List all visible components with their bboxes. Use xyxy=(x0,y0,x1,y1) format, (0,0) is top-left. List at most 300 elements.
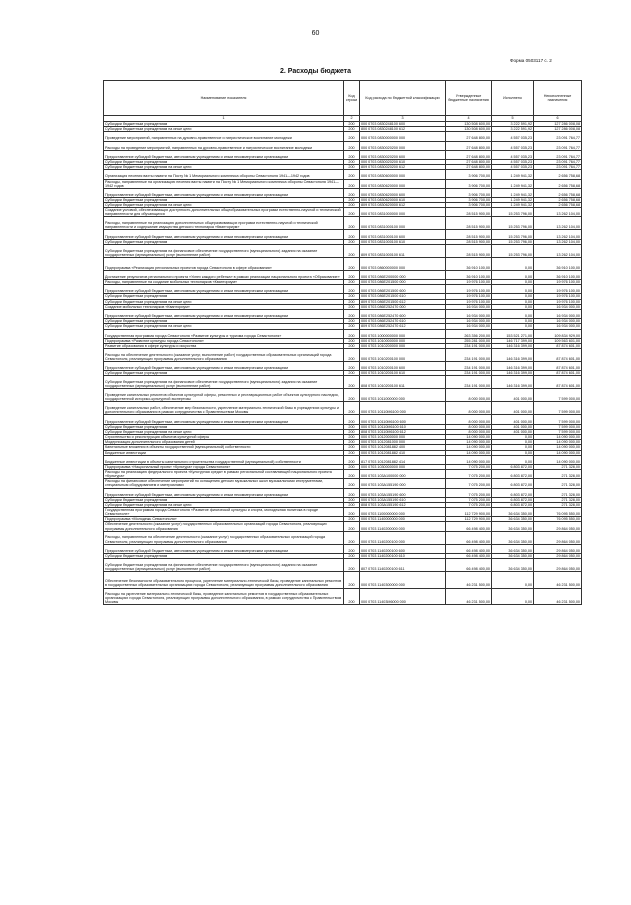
table-row xyxy=(104,270,582,279)
row-name: Предоставление субсидий бюджетным, автономным учреждениям и иным некоммерческим организациям xyxy=(104,544,344,553)
row-kbk: 000 0703 1000000000 000 xyxy=(360,329,446,338)
row-name: Подпрограмма «Молодежь Севастополя» xyxy=(104,517,344,522)
row-code: 200 xyxy=(344,424,360,429)
row-unexecuted: 14 090 000,00 xyxy=(534,455,582,464)
row-unexecuted: 76 095 550,00 xyxy=(534,508,582,517)
row-approved: 27 648 800,00 xyxy=(446,132,492,141)
page-number: 60 xyxy=(311,30,320,37)
row-approved: 16 934 000,00 xyxy=(446,304,492,309)
row-code: 200 xyxy=(344,122,360,127)
row-code: 200 xyxy=(344,553,360,558)
form-code: Форма 0503117 с. 2 xyxy=(510,58,552,63)
row-name: Расходы, направленные на обеспечение деятельности (оказание услуг) государственных образовательных организаций города Севастополя, реализующих программы дополнительного образования xyxy=(104,531,344,544)
row-code: 200 xyxy=(344,497,360,502)
row-approved: 66 498 400,00 xyxy=(446,553,492,558)
row-code: 200 xyxy=(344,572,360,589)
row-kbk: 000 0703 103A155190 610 xyxy=(360,497,446,502)
row-kbk: 000 0703 1010000000 000 xyxy=(360,338,446,343)
row-unexecuted: 29 864 050,00 xyxy=(534,553,582,558)
row-code: 200 xyxy=(344,508,360,517)
row-name: Предоставление субсидий бюджетным, автономным учреждениям и иным некоммерческим организациям xyxy=(104,415,344,424)
row-code: 200 xyxy=(344,230,360,239)
row-code: 200 xyxy=(344,280,360,285)
table-row xyxy=(104,588,582,605)
row-approved: 234 191 000,00 xyxy=(446,362,492,371)
table-row xyxy=(104,522,582,531)
row-approved: 8 000 000,00 xyxy=(446,429,492,434)
table-row xyxy=(104,376,582,389)
row-name: Предоставление субсидий бюджетным, автономным учреждениям и иным некоммерческим организациям xyxy=(104,230,344,239)
row-code: 200 xyxy=(344,464,360,469)
row-kbk: 000 0703 10110М6100 600 xyxy=(360,415,446,424)
row-approved: 19 976 100,00 xyxy=(446,280,492,285)
row-approved: 46 231 500,00 xyxy=(446,588,492,605)
row-code: 200 xyxy=(344,544,360,553)
row-unexecuted: 2 656 758,68 xyxy=(534,197,582,202)
row-unexecuted: 14 090 000,00 xyxy=(534,445,582,450)
row-executed: 146 316 399,00 xyxy=(492,362,534,371)
row-unexecuted: 29 864 050,00 xyxy=(534,522,582,531)
expenses-table xyxy=(103,80,582,605)
row-kbk: 000 0703 10110М6100 000 xyxy=(360,402,446,415)
row-name: Создание мобильных технопарков «Кванториум» xyxy=(104,304,344,309)
row-kbk: 000 0703 086E201500 600 xyxy=(360,285,446,294)
row-kbk: 809 0703 0831000100 611 xyxy=(360,244,446,257)
table-row xyxy=(104,179,582,188)
row-approved: 3 906 700,00 xyxy=(446,179,492,188)
row-executed: 0,00 xyxy=(492,294,534,299)
row-unexecuted: 16 934 000,00 xyxy=(534,309,582,318)
row-name: Расходы, направленные на организацию несения вахты памяти на Посту № 1 Мемориального комплекса обороны Севастополя 1941—1942 годов xyxy=(104,179,344,188)
row-kbk: 000 0703 086E201500 610 xyxy=(360,294,446,299)
row-name: Расходы, направленные на реализацию дополнительных общеразвивающих программ естественно-научной и технической направленности и содержание имущества детского технопарка «Кванториум» xyxy=(104,217,344,230)
row-unexecuted: 109 563 601,00 xyxy=(534,338,582,343)
row-name: Государственная программа города Севастополя «Развитие физической культуры и спорта, молодежная политика в городе Севастополе» xyxy=(104,508,344,517)
row-code: 200 xyxy=(344,450,360,455)
row-code: 200 xyxy=(344,165,360,170)
row-executed: 0,00 xyxy=(492,319,534,324)
row-kbk: 000 0703 1012081882 400 xyxy=(360,445,446,450)
table-body xyxy=(104,122,582,605)
header-approved: Утвержденные бюджетные назначения xyxy=(446,81,492,116)
table-row xyxy=(104,257,582,270)
row-name: Бюджетные инвестиции xyxy=(104,450,344,455)
row-code: 200 xyxy=(344,371,360,376)
row-approved: 27 648 800,00 xyxy=(446,150,492,159)
row-unexecuted: 23 091 764,77 xyxy=(534,159,582,164)
row-name: Предоставление субсидий бюджетным, автономным учреждениям и иным некоммерческим организациям xyxy=(104,488,344,497)
table-row xyxy=(104,329,582,338)
row-name: Расходы на финансовое обеспечение мероприятий по оснащению детских музыкальных школ музыкальными инструментами, специальным оборудованием и материалами xyxy=(104,479,344,488)
row-approved: 27 648 800,00 xyxy=(446,159,492,164)
row-approved: 14 090 000,00 xyxy=(446,445,492,450)
row-kbk: 000 0703 0860000000 000 xyxy=(360,257,446,270)
row-approved: 14 090 000,00 xyxy=(446,450,492,455)
table-row xyxy=(104,531,582,544)
row-code: 200 xyxy=(344,319,360,324)
row-executed: 401 000,00 xyxy=(492,389,534,402)
row-kbk: 000 0703 0831000000 000 xyxy=(360,208,446,217)
row-unexecuted: 127 286 008,08 xyxy=(534,127,582,132)
column-number: 4 xyxy=(446,116,492,122)
row-unexecuted: 46 231 500,00 xyxy=(534,588,582,605)
row-unexecuted: 2 656 758,68 xyxy=(534,179,582,188)
column-number: 5 xyxy=(492,116,534,122)
row-executed: 401 000,00 xyxy=(492,424,534,429)
row-executed: 0,00 xyxy=(492,280,534,285)
table-row xyxy=(104,230,582,239)
row-kbk: 000 0703 086E200000 000 xyxy=(360,270,446,279)
table-row xyxy=(104,455,582,464)
row-name: Расходы, направленные на создание мобильных технопарков «Кванториум» xyxy=(104,280,344,285)
table-row xyxy=(104,309,582,318)
row-name: Предоставление субсидий бюджетным, автономным учреждениям и иным некоммерческим организациям xyxy=(104,150,344,159)
row-unexecuted: 76 095 550,00 xyxy=(534,517,582,522)
row-executed: 4 557 035,23 xyxy=(492,159,534,164)
row-kbk: 808 0703 1010200100 611 xyxy=(360,376,446,389)
table-row xyxy=(104,349,582,362)
row-name: Расходы на обеспечение деятельности (оказание услуг, выполнение работ) государственных образовательных организаций города Севастополя, реализующих программы дополнительного образования xyxy=(104,349,344,362)
row-kbk: 000 0703 1010200100 600 xyxy=(360,362,446,371)
row-executed: 0,00 xyxy=(492,435,534,440)
column-number: 3 xyxy=(360,116,446,122)
table-row xyxy=(104,559,582,572)
row-unexecuted: 19 976 100,00 xyxy=(534,285,582,294)
row-unexecuted: 87 874 601,00 xyxy=(534,376,582,389)
row-approved: 14 090 000,00 xyxy=(446,440,492,445)
table-row xyxy=(104,188,582,197)
row-approved: 66 498 400,00 xyxy=(446,544,492,553)
row-code: 200 xyxy=(344,244,360,257)
row-name: Субсидии бюджетным учреждениям xyxy=(104,424,344,429)
row-name: Субсидии бюджетным учреждениям xyxy=(104,553,344,558)
table-row xyxy=(104,488,582,497)
row-unexecuted: 23 091 764,77 xyxy=(534,150,582,159)
row-code: 200 xyxy=(344,188,360,197)
row-kbk: 000 0703 0830248100 600 xyxy=(360,122,446,127)
row-approved: 27 648 800,00 xyxy=(446,165,492,170)
row-name: Подпрограмма «Национальный проект «Культура» города Севастополя» xyxy=(104,464,344,469)
row-kbk: 000 0703 103A100000 000 xyxy=(360,470,446,479)
row-approved: 14 090 000,00 xyxy=(446,435,492,440)
row-name: Субсидии бюджетным учреждениям на иные цели xyxy=(104,502,344,507)
row-executed: 6 803 872,00 xyxy=(492,479,534,488)
row-code: 200 xyxy=(344,324,360,329)
row-name: Предоставление субсидий бюджетным, автономным учреждениям и иным некоммерческим организациям xyxy=(104,188,344,197)
row-executed: 0,00 xyxy=(492,324,534,329)
table-row xyxy=(104,285,582,294)
row-executed: 15 253 796,00 xyxy=(492,239,534,244)
row-code: 200 xyxy=(344,132,360,141)
row-approved: 112 729 900,00 xyxy=(446,517,492,522)
row-code: 200 xyxy=(344,502,360,507)
row-name: Создание условий, обеспечивающих доступность дополнительных общеобразовательных программ естественно-научной и технической направленности для обучающихся xyxy=(104,208,344,217)
row-name: Субсидии бюджетным учреждениям xyxy=(104,497,344,502)
row-unexecuted: 7 599 000,00 xyxy=(534,402,582,415)
row-kbk: 000 0703 0830000000 000 xyxy=(360,132,446,141)
header-name: Наименование показателя xyxy=(104,81,344,116)
row-unexecuted: 87 874 601,00 xyxy=(534,349,582,362)
row-code: 200 xyxy=(344,309,360,318)
row-name: Обеспечение безопасности образовательного процесса, укрепление материально-технической базы, проведение капитальных ремонтов в государственных образовательных организациях города Севастополя, реализующих программы дополнительного образования xyxy=(104,572,344,589)
table-row xyxy=(104,479,582,488)
row-name: Субсидии бюджетным учреждениям xyxy=(104,159,344,164)
table-row xyxy=(104,208,582,217)
row-executed: 36 634 350,00 xyxy=(492,522,534,531)
table-header-row xyxy=(104,81,582,116)
row-approved: 16 934 000,00 xyxy=(446,309,492,318)
row-approved: 28 515 900,00 xyxy=(446,217,492,230)
row-kbk: 000 0703 086E252470 000 xyxy=(360,304,446,309)
row-approved: 130 508 600,00 xyxy=(446,122,492,127)
row-executed: 15 253 796,00 xyxy=(492,208,534,217)
table-row xyxy=(104,244,582,257)
row-executed: 1 249 941,32 xyxy=(492,203,534,208)
row-code: 200 xyxy=(344,343,360,348)
row-name: Субсидии бюджетным учреждениям на иные цели xyxy=(104,127,344,132)
row-kbk: 809 0703 086E201500 612 xyxy=(360,299,446,304)
row-executed: 401 000,00 xyxy=(492,415,534,424)
row-approved: 234 191 000,00 xyxy=(446,376,492,389)
row-approved: 8 000 000,00 xyxy=(446,424,492,429)
row-approved: 28 515 900,00 xyxy=(446,208,492,217)
row-kbk: 000 0703 1140200100 000 xyxy=(360,531,446,544)
row-kbk: 000 0703 103A155190 600 xyxy=(360,488,446,497)
row-unexecuted: 271 328,00 xyxy=(534,479,582,488)
row-unexecuted: 87 874 601,00 xyxy=(534,371,582,376)
row-name: Субсидии бюджетным учреждениям на иные цели xyxy=(104,324,344,329)
row-executed: 1 249 941,32 xyxy=(492,170,534,179)
row-executed: 1 249 941,32 xyxy=(492,179,534,188)
row-name: Модернизация дополнительного образования детей xyxy=(104,440,344,445)
row-approved: 234 191 000,00 xyxy=(446,371,492,376)
row-approved: 16 934 000,00 xyxy=(446,324,492,329)
row-code: 200 xyxy=(344,435,360,440)
row-code: 200 xyxy=(344,285,360,294)
row-code: 200 xyxy=(344,299,360,304)
row-kbk: 800 0703 0830248100 612 xyxy=(360,127,446,132)
row-unexecuted: 87 874 601,00 xyxy=(534,362,582,371)
row-approved: 14 090 000,00 xyxy=(446,455,492,464)
row-approved: 19 976 100,00 xyxy=(446,294,492,299)
row-unexecuted: 13 262 104,00 xyxy=(534,217,582,230)
row-executed: 0,00 xyxy=(492,270,534,279)
row-name: Проведение капитальных ремонтов объектов культурной сферы, ремонтных и реставрационных работ объектов культурного наследия, государственной историко-культурной экспертизы xyxy=(104,389,344,402)
row-code: 200 xyxy=(344,257,360,270)
row-name: Субсидии бюджетным учреждениям xyxy=(104,371,344,376)
row-executed: 36 634 350,00 xyxy=(492,553,534,558)
row-kbk: 000 0703 0830020200 000 xyxy=(360,141,446,150)
row-executed: 36 634 350,00 xyxy=(492,544,534,553)
row-name: Субсидии бюджетным учреждениям xyxy=(104,122,344,127)
row-unexecuted: 19 976 100,00 xyxy=(534,299,582,304)
row-approved: 3 906 700,00 xyxy=(446,188,492,197)
row-code: 200 xyxy=(344,159,360,164)
row-unexecuted: 271 328,00 xyxy=(534,464,582,469)
row-approved: 28 515 900,00 xyxy=(446,244,492,257)
row-unexecuted: 13 262 104,00 xyxy=(534,244,582,257)
table-row xyxy=(104,150,582,159)
row-code: 200 xyxy=(344,470,360,479)
row-unexecuted: 19 976 100,00 xyxy=(534,294,582,299)
row-kbk: 000 0703 0830620000 000 xyxy=(360,179,446,188)
row-name: Государственная программа города Севастополя «Развитие культуры и туризма города Севастополя» xyxy=(104,329,344,338)
row-approved: 7 075 200,00 xyxy=(446,464,492,469)
table-row xyxy=(104,132,582,141)
row-executed: 6 803 872,00 xyxy=(492,464,534,469)
row-name: Подпрограмма «Развитие культуры города Севастополя» xyxy=(104,338,344,343)
row-unexecuted: 271 328,00 xyxy=(534,497,582,502)
row-unexecuted: 16 934 000,00 xyxy=(534,319,582,324)
row-code: 200 xyxy=(344,349,360,362)
row-approved: 255 281 000,00 xyxy=(446,338,492,343)
row-unexecuted: 127 286 008,08 xyxy=(534,122,582,127)
row-kbk: 000 0703 0830020200 600 xyxy=(360,150,446,159)
row-executed: 4 557 035,23 xyxy=(492,132,534,141)
row-executed: 401 000,00 xyxy=(492,402,534,415)
row-approved: 7 075 200,00 xyxy=(446,470,492,479)
row-name: Субсидии бюджетным учреждениям xyxy=(104,197,344,202)
row-unexecuted: 2 656 758,68 xyxy=(534,203,582,208)
row-name: Подпрограмма «Реализация региональных проектов города Севастополя в сфере образования» xyxy=(104,257,344,270)
row-approved: 19 976 100,00 xyxy=(446,299,492,304)
table-row xyxy=(104,544,582,553)
row-unexecuted: 2 656 758,68 xyxy=(534,170,582,179)
row-kbk: 000 0703 0830020200 610 xyxy=(360,159,446,164)
row-code: 200 xyxy=(344,429,360,434)
row-executed: 0,00 xyxy=(492,285,534,294)
row-unexecuted: 14 090 000,00 xyxy=(534,435,582,440)
row-executed: 15 253 796,00 xyxy=(492,244,534,257)
row-unexecuted: 2 656 758,68 xyxy=(534,188,582,197)
row-code: 200 xyxy=(344,338,360,343)
row-code: 200 xyxy=(344,329,360,338)
row-unexecuted: 13 262 104,00 xyxy=(534,208,582,217)
row-approved: 130 508 600,00 xyxy=(446,127,492,132)
row-code: 200 xyxy=(344,402,360,415)
row-executed: 0,00 xyxy=(492,257,534,270)
row-kbk: 000 0703 0830620000 600 xyxy=(360,188,446,197)
row-approved: 36 910 100,00 xyxy=(446,257,492,270)
table-row xyxy=(104,402,582,415)
row-executed: 4 557 035,23 xyxy=(492,141,534,150)
header-unexecuted: Неисполненные назначения xyxy=(534,81,582,116)
row-executed: 0,00 xyxy=(492,299,534,304)
row-executed: 146 717 399,00 xyxy=(492,338,534,343)
row-code: 200 xyxy=(344,270,360,279)
row-approved: 234 191 000,00 xyxy=(446,349,492,362)
row-code: 200 xyxy=(344,559,360,572)
row-approved: 28 515 900,00 xyxy=(446,239,492,244)
row-kbk: 000 0703 086E201500 000 xyxy=(360,280,446,285)
row-unexecuted: 36 910 100,00 xyxy=(534,270,582,279)
row-code: 200 xyxy=(344,531,360,544)
row-code: 200 xyxy=(344,455,360,464)
row-approved: 7 075 200,00 xyxy=(446,497,492,502)
row-code: 200 xyxy=(344,208,360,217)
row-kbk: 000 0703 1140300000 000 xyxy=(360,572,446,589)
row-approved: 27 648 800,00 xyxy=(446,141,492,150)
row-executed: 36 634 350,00 xyxy=(492,559,534,572)
row-executed: 146 316 399,00 xyxy=(492,371,534,376)
row-unexecuted: 16 934 000,00 xyxy=(534,324,582,329)
table-row xyxy=(104,508,582,517)
row-unexecuted: 271 328,00 xyxy=(534,488,582,497)
table-row xyxy=(104,217,582,230)
row-executed: 146 316 399,00 xyxy=(492,343,534,348)
row-executed: 0,00 xyxy=(492,445,534,450)
row-executed: 3 222 591,92 xyxy=(492,127,534,132)
row-executed: 0,00 xyxy=(492,455,534,464)
row-kbk: 000 0703 0830600000 000 xyxy=(360,170,446,179)
row-executed: 36 634 350,00 xyxy=(492,508,534,517)
row-kbk: 000 0703 086E252470 600 xyxy=(360,309,446,318)
header-code: Код строки xyxy=(344,81,360,116)
row-approved: 7 075 200,00 xyxy=(446,479,492,488)
row-executed: 1 249 941,32 xyxy=(492,197,534,202)
column-number: 6 xyxy=(534,116,582,122)
row-name: Проведение капитальных работ, обеспечение мер безопасности, укрепление материально-технической базы в учреждениях культуры и дополнительного образования в рамках сотрудничества с Правительством Москвы xyxy=(104,402,344,415)
row-approved: 8 000 000,00 xyxy=(446,389,492,402)
row-code: 200 xyxy=(344,415,360,424)
row-unexecuted: 271 328,00 xyxy=(534,470,582,479)
row-code: 200 xyxy=(344,127,360,132)
row-name: Субсидии бюджетным учреждениям на финансовое обеспечение государственного (муниципального) задания на оказание государственных (муниципальных) услуг (выполнение работ) xyxy=(104,559,344,572)
table-row xyxy=(104,470,582,479)
row-executed: 0,00 xyxy=(492,309,534,318)
row-code: 200 xyxy=(344,445,360,450)
header-executed: Исполнено xyxy=(492,81,534,116)
row-approved: 8 000 000,00 xyxy=(446,402,492,415)
row-code: 200 xyxy=(344,588,360,605)
row-kbk: 000 0703 1030000000 000 xyxy=(360,464,446,469)
row-unexecuted: 87 874 601,00 xyxy=(534,343,582,348)
row-unexecuted: 7 599 000,00 xyxy=(534,389,582,402)
row-kbk: 000 0703 1010200100 610 xyxy=(360,371,446,376)
row-approved: 7 075 200,00 xyxy=(446,488,492,497)
table-row xyxy=(104,389,582,402)
row-code: 200 xyxy=(344,440,360,445)
table-row xyxy=(104,362,582,371)
row-name: Бюджетные инвестиции в объекты капитального строительства государственной (муниципальной) собственности xyxy=(104,455,344,464)
row-executed: 15 253 796,00 xyxy=(492,230,534,239)
row-executed: 401 000,00 xyxy=(492,429,534,434)
row-kbk: 000 0703 086E252470 610 xyxy=(360,319,446,324)
row-unexecuted: 271 328,00 xyxy=(534,502,582,507)
row-approved: 19 976 100,00 xyxy=(446,285,492,294)
row-approved: 3 906 700,00 xyxy=(446,203,492,208)
row-code: 200 xyxy=(344,203,360,208)
row-kbk: 000 0703 0830620000 610 xyxy=(360,197,446,202)
row-code: 200 xyxy=(344,239,360,244)
row-unexecuted: 23 091 764,77 xyxy=(534,132,582,141)
row-executed: 4 557 035,23 xyxy=(492,165,534,170)
row-unexecuted: 19 976 100,00 xyxy=(534,280,582,285)
row-kbk: 000 0703 0831000100 600 xyxy=(360,230,446,239)
row-unexecuted: 14 090 000,00 xyxy=(534,450,582,455)
row-code: 200 xyxy=(344,170,360,179)
row-name: Субсидии бюджетным учреждениям на финансовое обеспечение государственного (муниципального) задания на оказание государственных (муниципальных) услуг (выполнение работ) xyxy=(104,376,344,389)
row-code: 200 xyxy=(344,179,360,188)
row-executed: 0,00 xyxy=(492,450,534,455)
row-code: 200 xyxy=(344,197,360,202)
row-executed: 3 222 591,92 xyxy=(492,122,534,127)
row-approved: 36 910 100,00 xyxy=(446,270,492,279)
row-code: 200 xyxy=(344,362,360,371)
table-row xyxy=(104,572,582,589)
row-kbk: 000 0703 1011000000 000 xyxy=(360,389,446,402)
table-row xyxy=(104,170,582,179)
